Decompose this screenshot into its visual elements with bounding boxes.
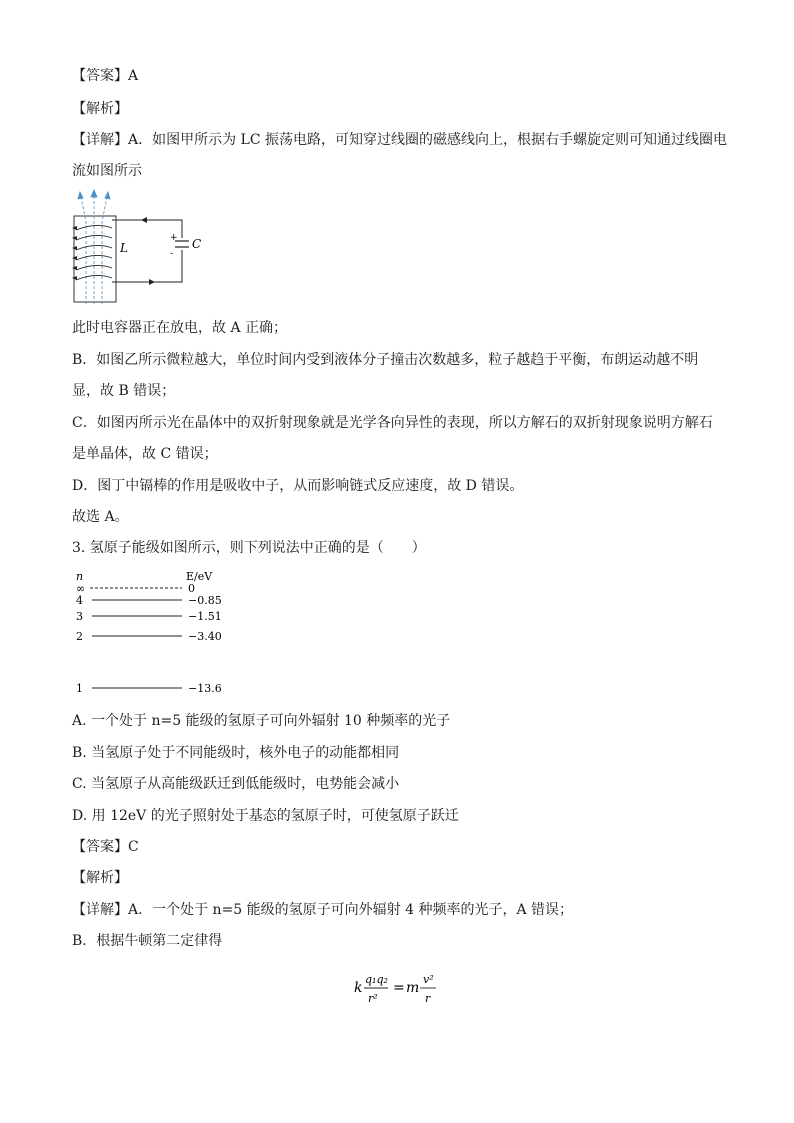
minus-sign: -: [170, 249, 174, 259]
detail-2-b: B．根据牛顿第二定律得: [72, 933, 223, 949]
level-energy-label: −3.40: [188, 630, 222, 643]
level-energy-label: −1.51: [188, 610, 222, 623]
level-energy-label: −0.85: [188, 594, 222, 607]
detail-b-line1: B．如图乙所示微粒越大，单位时间内受到液体分子撞击次数越多，粒子越趋于平衡，布朗运动越不明: [72, 352, 699, 368]
newton-formula: [340, 964, 460, 1010]
formula-equals: =: [393, 980, 405, 996]
option-c[interactable]: C. 当氢原子从高能级跃迁到低能级时，电势能会减小: [72, 776, 400, 792]
formula-numerator-v2: v²: [423, 973, 434, 986]
formula-m: m: [406, 980, 420, 996]
level-n-label: 2: [76, 630, 83, 643]
option-d[interactable]: D. 用 12eV 的光子照射处于基态的氢原子时，可使氢原子跃迁: [72, 808, 459, 824]
level-n-label: 3: [76, 610, 83, 623]
capacitor-label: C: [192, 237, 202, 251]
formula-k: k: [354, 980, 363, 996]
level-n-label: ∞: [76, 582, 86, 595]
energy-axis-label: E/eV: [186, 570, 213, 583]
detail-b-line2: 显，故 B 错误；: [72, 383, 176, 399]
energy-levels: [76, 582, 222, 695]
detail-a-line1: 【详解】A．如图甲所示为 LC 振荡电路，可知穿过线圈的磁感线向上，根据右手螺旋定则可知通过线圈电: [72, 132, 728, 148]
level-n-label: 1: [76, 682, 83, 695]
formula-denominator-r2: r²: [368, 992, 378, 1005]
option-b[interactable]: B. 当氢原子处于不同能级时，核外电子的动能都相同: [72, 745, 400, 761]
conclusion-line: 故选 A。: [72, 509, 129, 525]
detail-a-line3: 此时电容器正在放电，故 A 正确；: [72, 320, 288, 336]
analysis-heading: 【解析】: [72, 101, 128, 117]
n-axis-label: n: [76, 570, 84, 583]
analysis-heading-2: 【解析】: [72, 870, 128, 886]
detail-2-a: 【详解】A．一个处于 n=5 能级的氢原子可向外辐射 4 种频率的光子，A 错误；: [72, 902, 574, 918]
formula-denominator-r: r: [425, 992, 431, 1005]
detail-d-line: D．图丁中镉棒的作用是吸收中子，从而影响链式反应速度，故 D 错误。: [72, 478, 524, 494]
formula-numerator-charges: q₁q₂: [365, 973, 388, 986]
detail-a-line2: 流如图所示: [72, 163, 142, 179]
answer-line-2: 【答案】C: [72, 839, 139, 855]
question-3-stem: 3. 氢原子能级如图所示，则下列说法中正确的是（ ）: [72, 540, 426, 556]
level-energy-label: −13.6: [188, 682, 222, 695]
option-a[interactable]: A. 一个处于 n=5 能级的氢原子可向外辐射 10 种频率的光子: [72, 713, 451, 729]
level-energy-label: 0: [188, 582, 195, 595]
detail-c-line1: C．如图丙所示光在晶体中的双折射现象就是光学各向异性的表现，所以方解石的双折射现象说明方解石: [72, 415, 713, 431]
lc-circuit-figure: [72, 186, 212, 310]
detail-c-line2: 是单晶体，故 C 错误；: [72, 446, 218, 462]
level-n-label: 4: [76, 594, 83, 607]
answer-line: 【答案】A: [72, 68, 139, 84]
plus-sign: +: [170, 233, 178, 243]
inductor-label: L: [120, 241, 128, 255]
